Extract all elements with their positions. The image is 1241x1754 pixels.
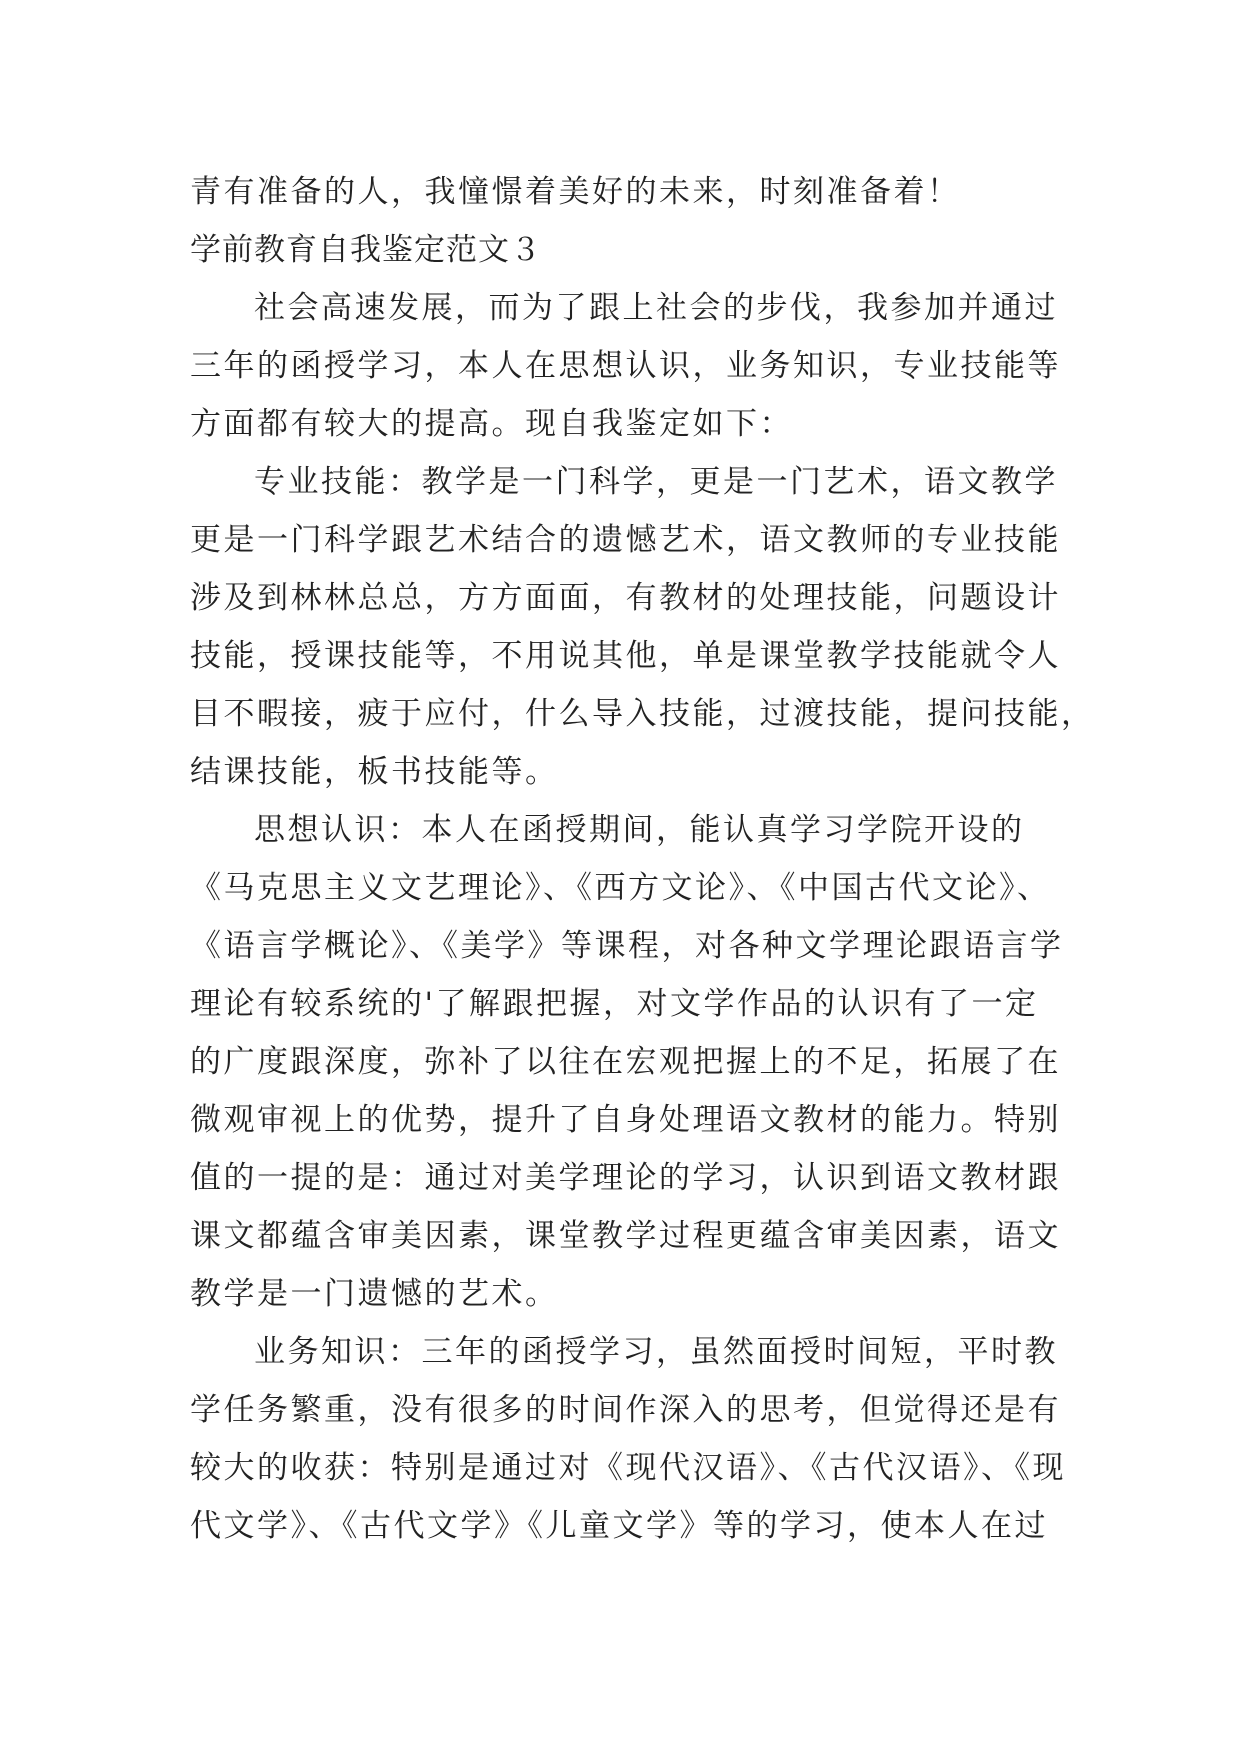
paragraph-line: 教学是一门遗憾的艺术。 [190,1276,559,1312]
paragraph-line: 技能，授课技能等，不用说其他，单是课堂教学技能就令人 [190,638,1061,674]
paragraph-line: 《语言学概论》、《美学》等课程，对各种文学理论跟语言学 [190,928,1064,964]
paragraph-line: 目不暇接，疲于应付，什么导入技能，过渡技能，提问技能， [190,696,1095,732]
paragraph-line: 社会高速发展，而为了跟上社会的步伐，我参加并通过 [254,290,1058,326]
paragraph-line: 理论有较系统的'了解跟把握，对文学作品的认识有了一定 [190,986,1039,1022]
paragraph-line: 较大的收获：特别是通过对《现代汉语》、《古代汉语》、《现 [190,1450,1066,1486]
paragraph-line: 代文学》、《古代文学》《儿童文学》等的学习，使本人在过 [190,1508,1048,1544]
text-line: 青有准备的人，我憧憬着美好的未来，时刻准备着！ [190,174,961,210]
paragraph-line: 专业技能：教学是一门科学，更是一门艺术，语文教学 [254,464,1058,500]
paragraph-line: 的广度跟深度，弥补了以往在宏观把握上的不足，拓展了在 [190,1044,1061,1080]
paragraph-line: 结课技能，板书技能等。 [190,754,559,790]
section-title: 学前教育自我鉴定范文３ [190,232,542,268]
paragraph-line: 方面都有较大的提高。现自我鉴定如下： [190,406,793,442]
document-body [190,163,1095,1555]
paragraph-line: 微观审视上的优势，提升了自身处理语文教材的能力。特别 [190,1102,1061,1138]
paragraph-line: 学任务繁重，没有很多的时间作深入的思考，但觉得还是有 [190,1392,1061,1428]
paragraph-line: 《马克思主义文艺理论》、《西方文论》、《中国古代文论》、 [190,870,1051,906]
paragraph-line: 更是一门科学跟艺术结合的遗憾艺术，语文教师的专业技能 [190,522,1061,558]
paragraph-line: 业务知识：三年的函授学习，虽然面授时间短，平时教 [254,1334,1058,1370]
paragraph-line: 思想认识：本人在函授期间，能认真学习学院开设的 [254,812,1025,848]
paragraph-line: 课文都蕴含审美因素，课堂教学过程更蕴含审美因素，语文 [190,1218,1061,1254]
paragraph-line: 值的一提的是：通过对美学理论的学习，认识到语文教材跟 [190,1160,1061,1196]
paragraph-line: 涉及到林林总总，方方面面，有教材的处理技能，问题设计 [190,580,1061,616]
paragraph-line: 三年的函授学习，本人在思想认识，业务知识，专业技能等 [190,348,1061,384]
